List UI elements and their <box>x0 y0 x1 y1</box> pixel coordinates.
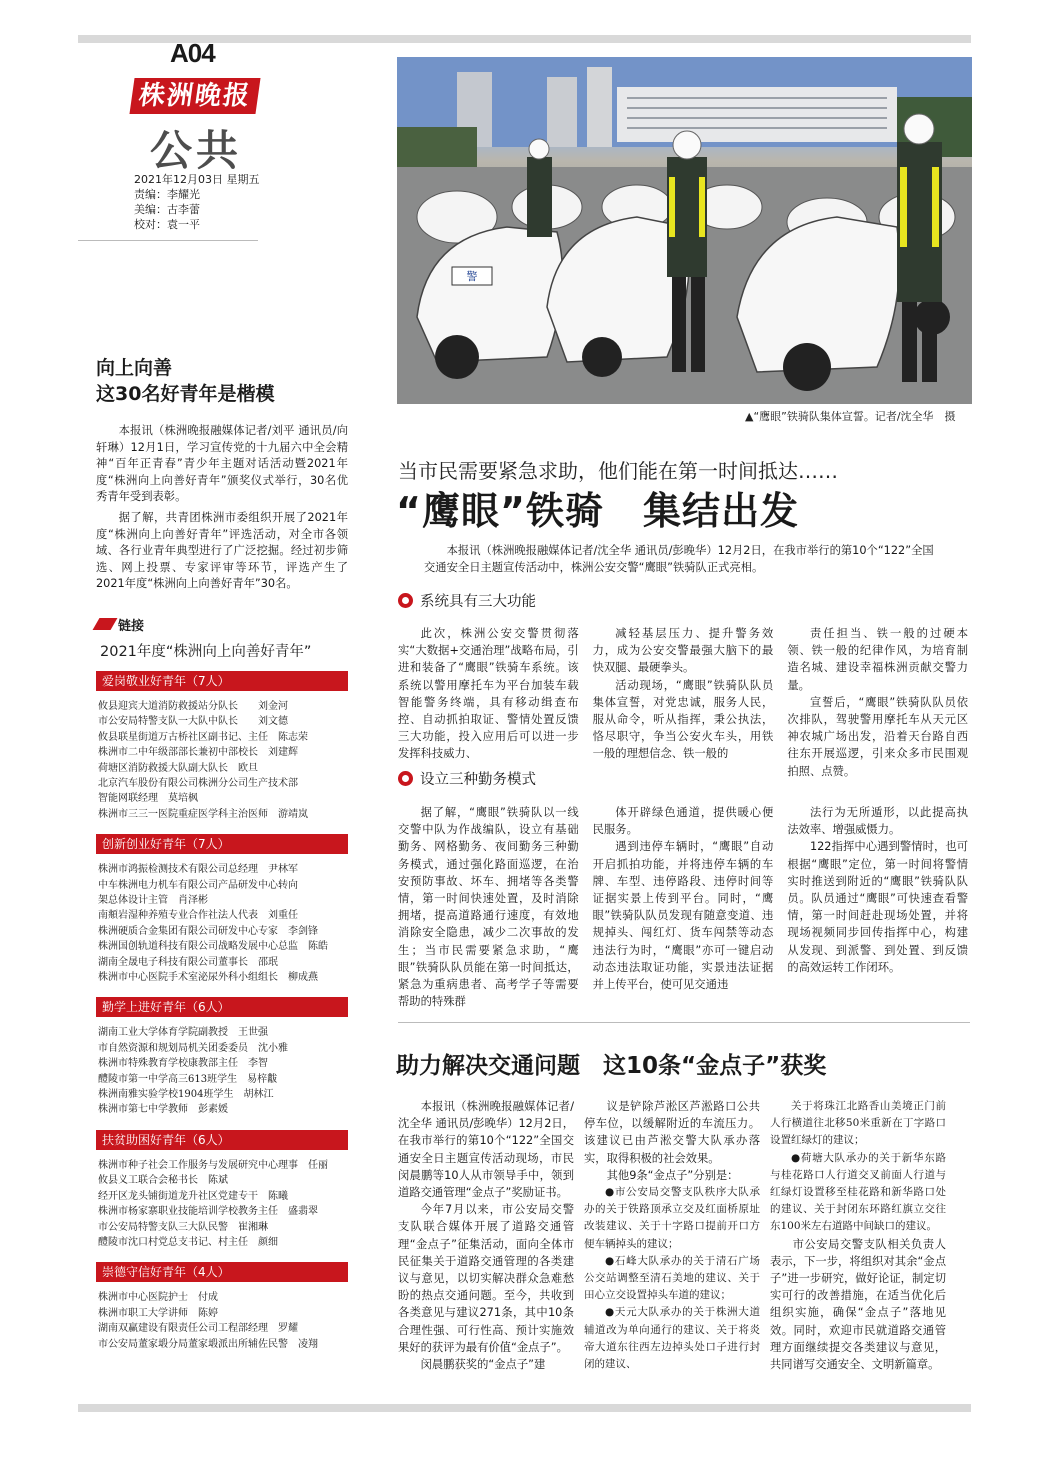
winner-entry: 醴陵市沈口村党总支书记、村主任 颜细 <box>98 1236 278 1248</box>
proposal-item: 关于将珠江北路香山美境正门前人行横道往北移50米重新在丁字路口设置红绿灯的建议； <box>770 1100 946 1147</box>
column <box>584 1098 760 1373</box>
winner-entry: 湖南全晟电子科技有限公司董事长 邵珉 <box>98 956 278 968</box>
winner-entry: 株洲硬质合金集团有限公司研发中心专家 李剑锋 <box>98 925 318 937</box>
paragraph: 法行为无所遁形，以此提高执法效率、增强威慑力。 <box>787 806 969 837</box>
column <box>398 1098 574 1373</box>
masthead-info <box>134 172 260 232</box>
proposal-item: ●荷塘大队承办的关于新华东路与桂花路口人行道交叉前面人行道与红绿灯设置移至桂花路和新华路口处的建议、关于封闭东环路红旗立交往东100米左右道路中间缺口的建议。 <box>770 1151 946 1233</box>
main-photo <box>397 57 972 404</box>
paragraph: 本报讯（株洲晚报融媒体记者/沈全华 通讯员/彭晚华）12月2日，在我市举行的第10个“122”全国交通安全日主题宣传活动现场，市民闵晨鹏等10人从市领导手中，领到道路交通管理“金点子”奖励证书。 <box>398 1100 574 1200</box>
pencil-icon <box>93 618 118 630</box>
paragraph: 减轻基层压力、提升警务效力，成为公安交警最强大脑下的最快双腿、最硬拳头。 <box>592 627 774 675</box>
winner-entry: 株洲市二中年级部部长兼初中部校长 刘建辉 <box>98 747 298 759</box>
page-number: A04 <box>170 38 215 68</box>
bottom-bar <box>78 1404 971 1412</box>
category-header: 创新创业好青年（7人） <box>96 834 348 854</box>
winner-entry: 中车株洲电力机车有限公司产品研发中心转向 <box>98 879 298 891</box>
column <box>398 804 579 1010</box>
winner-entry: 株洲南雅实验学校1904班学生 胡林江 <box>98 1089 274 1101</box>
left-column <box>96 355 348 1352</box>
left-article-body <box>96 423 348 593</box>
link-title: 2021年度“株洲向上向善好青年” <box>100 643 312 660</box>
section-title: 公共 <box>150 126 243 175</box>
winner-list <box>96 1025 348 1117</box>
section2-columns <box>398 804 968 1010</box>
winner-list <box>96 862 348 985</box>
winner-entry: 株洲市特殊教育学校康教部主任 李智 <box>98 1058 268 1070</box>
winner-entry: 市公安局董家塅分局董家塅派出所辅佐民警 凌翔 <box>98 1338 318 1350</box>
winner-entry: 攸县迎宾大道消防救援站分队长 刘金河 <box>98 700 288 712</box>
subhead-label: 设立三种勤务模式 <box>420 772 536 788</box>
category-header: 扶贫助困好青年（6人） <box>96 1130 348 1150</box>
winner-entry: 市公安局特警支队一大队中队长 刘文德 <box>98 716 288 728</box>
category-header: 崇德守信好青年（4人） <box>96 1262 348 1282</box>
winner-entry: 株洲市种子社会工作服务与发展研究中心理事 任丽 <box>98 1159 328 1171</box>
proofreader-credit: 校对：袁一平 <box>134 218 200 231</box>
paragraph: 责任担当、铁一般的过硬本领、铁一般的纪律作风，为培育制造名城、建设幸福株洲贡献交警力量。 <box>787 627 969 692</box>
paragraph: 体开辟绿色通道，提供暖心便民服务。 <box>592 806 774 837</box>
winner-entry: 株洲市鸿振检测技术有限公司总经理 尹林军 <box>98 864 298 876</box>
winner-entry: 经开区龙头铺街道龙升社区党建专干 陈曦 <box>98 1190 288 1202</box>
left-headline <box>96 355 348 407</box>
article2-headline: 助力解决交通问题 这10条“金点子”获奖 <box>396 1053 827 1079</box>
category-header: 勤学上进好青年（6人） <box>96 997 348 1017</box>
paragraph: 议是铲除芦淞区芦淞路口公共停车位，以缓解附近的车流压力。该建议已由芦淞交警大队承办落实，取得积极的社会效果。 <box>584 1100 760 1165</box>
column <box>593 625 774 780</box>
winner-entry: 株洲市中心医院手术室泌尿外科小组组长 柳成燕 <box>98 972 318 984</box>
column <box>770 1098 946 1373</box>
bullet-ring-icon <box>398 771 413 786</box>
article2-columns <box>398 1098 970 1373</box>
link-label: 链接 <box>118 618 145 634</box>
article1-lead: 本报讯（株洲晚报融媒体记者/沈全华 通讯员/彭晚华）12月2日，在我市举行的第10个“122”全国交通安全日主题宣传活动中，株洲公安交警“鹰眼”铁骑队正式亮相。 <box>424 544 934 574</box>
winner-entry: 株洲国创轨道科技有限公司战略发展中心总监 陈皓 <box>98 941 328 953</box>
winner-entry: 攸县联星街道万古桥社区副书记、主任 陈志荣 <box>98 731 308 743</box>
winner-entry: 株洲市杨家寨职业技能培训学校教务主任 盛翡翠 <box>98 1206 318 1218</box>
winner-entry: 市公安局特警支队三大队民警 崔湘琳 <box>98 1221 268 1233</box>
winner-entry: 荷塘区消防救援大队副大队长 欧旦 <box>98 762 258 774</box>
winner-categories <box>96 671 348 1352</box>
subhead-three-functions <box>398 590 536 611</box>
winner-entry: 智能网联经理 莫培枫 <box>98 793 198 805</box>
paragraph: 此次，株洲公安交警贯彻落实“大数据+交通治理”战略布局，引进和装备了“鹰眼”铁骑车系统。该系统以警用摩托车为平台加装车载智能警务终端，具有移动缉查布控、自动抓拍取证、警情处置反馈三大功能，投入应用后可以进一步发挥科技威力、 <box>398 627 579 761</box>
headline-line-2: 这30名好青年是楷模 <box>96 383 275 405</box>
subhead-label: 系统具有三大功能 <box>420 594 536 610</box>
proposal-item: ●市公安局交警支队秩序大队承办的关于铁路顶承立交及红面桥原址改装建议、关于十字路口提前开口方便车辆掉头的建议； <box>584 1186 760 1250</box>
column <box>398 625 579 780</box>
paragraph: 宣誓后，“鹰眼”铁骑队队员依次排队，驾驶警用摩托车从天元区神农城广场出发，沿着天台路自西往东开展巡逻，引来众多市民围观拍照、点赞。 <box>787 695 969 778</box>
winner-list <box>96 699 348 822</box>
bullet-ring-icon <box>398 593 413 608</box>
designer-credit: 美编：古李蕾 <box>134 203 200 216</box>
issue-date: 2021年12月03日 星期五 <box>134 173 260 186</box>
photo-caption: ▲“鹰眼”铁骑队集体宣誓。记者/沈全华 摄 <box>745 410 956 423</box>
paragraph: 活动现场，“鹰眼”铁骑队队员集体宣誓，对党忠诚，服务人民，服从命令，听从指挥，秉公执法，恪尽职守，争当公安火车头，用铁一般的理想信念、铁一般的 <box>592 678 774 761</box>
paragraph: 遇到违停车辆时，“鹰眼”自动开启抓拍功能，并将违停车辆的车牌、车型、违停路段、违停时间等证据实景上传到平台。同时，“鹰眼”铁骑队队员发现有随意变道、违规掉头、闯红灯、货车闯禁等动态违法行为时，“鹰眼”亦可一键启动动态违法取证功能，实景违法证据并上传平台，使可见交通违 <box>592 840 774 992</box>
winner-entry: 株洲市中心医院护士 付成 <box>98 1292 218 1304</box>
editor-credit: 责编：李耀光 <box>134 188 200 201</box>
winner-entry: 市自然资源和规划局机关团委委员 沈小雅 <box>98 1042 288 1054</box>
link-tag <box>96 615 348 634</box>
winner-entry: 湖南双赢建设有限责任公司工程部经理 罗耀 <box>98 1323 298 1335</box>
paragraph: 据了解，“鹰眼”铁骑队以一线交警中队为作战编队，设立有基础勤务、网格勤务、夜间勤务三种勤务模式，通过强化路面巡逻，在治安预防事故、坏车、拥堵等各类警情，第一时间快速处置，及时消除拥堵，提高道路通行速度，有效地消除安全隐患，减少二次事故的发生；当市民需要紧急求助，“鹰眼”铁骑队队员能在第一时间抵达，紧急为重病患者、高考学子等需要帮助的特殊群 <box>398 806 579 1009</box>
article1-kicker: 当市民需要紧急求助，他们能在第一时间抵达…… <box>398 459 838 483</box>
category-header: 爱岗敬业好青年（7人） <box>96 671 348 691</box>
divider <box>78 240 258 241</box>
winner-entry: 株洲市职工大学讲师 陈婷 <box>98 1307 218 1319</box>
winner-list <box>96 1290 348 1352</box>
winner-entry: 南頫岩湿种养殖专业合作社法人代表 刘重任 <box>98 910 298 922</box>
column <box>787 804 968 1010</box>
winner-entry: 湖南工业大学体育学院副教授 王世强 <box>98 1027 268 1039</box>
paragraph: 据了解，共青团株洲市委组织开展了2021年度“株洲向上向善好青年”评选活动，对全市各领域、各行业青年典型进行了广泛挖掘。经过初步筛选、网上投票、专家评审等环节，评选产生了2021年度“株洲向上向善好青年”30名。 <box>96 510 348 591</box>
proposal-item: ●石峰大队承办的关于清石广场公交站调整至清石美地的建议、关于田心立交设置掉头车道的建议； <box>584 1254 760 1302</box>
winner-list <box>96 1158 348 1250</box>
plate-text: 警 <box>466 270 478 283</box>
column <box>787 625 968 780</box>
paragraph: 其他9条“金点子”分别是： <box>606 1168 739 1182</box>
paragraph: 闵晨鹏获奖的“金点子”建 <box>420 1358 546 1372</box>
paragraph: 本报讯（株洲晚报融媒体记者/刘平 通讯员/向轩琳）12月1日，学习宣传党的十九届六中全会精神“百年正青春”青少年主题对话活动暨2021年度“株洲向上向善好青年”颁奖仪式举行，30名优秀青年受到表彰。 <box>96 424 348 504</box>
paragraph: 122指挥中心遇到警情时，也可根据“鹰眼”定位，第一时间将警情实时推送到附近的“鹰眼”铁骑队队员。队员通过“鹰眼”可快速查看警情，第一时间赶赴现场处置，并将现场视频同步回传指挥中心，构建从发现、到派警、到处置、到反馈的高效运转工作闭环。 <box>787 840 969 974</box>
winner-entry: 北京汽车股份有限公司株洲分公司生产技术部 <box>98 777 298 789</box>
newspaper-logo: 株洲晚报 <box>129 78 260 114</box>
proposal-item: ●天元大队承办的关于株洲大道辅道改为单向通行的建议、关于将炎帝大道东往西左边掉头处口子进行封闭的建议、 <box>584 1306 760 1371</box>
winner-entry: 株洲市三三一医院重症医学科主治医师 游靖岚 <box>98 808 308 820</box>
subhead-three-modes <box>398 768 536 789</box>
section1-columns <box>398 625 968 780</box>
divider <box>398 1022 970 1023</box>
paragraph: 今年7月以来，市公安局交警支队联合媒体开展了道路交通管理“金点子”征集活动，面向全体市民征集关于道路交通管理的各类建议与意见，以切实解决群众急难愁盼的热点交通问题。至今，共收到各类意见与建议271条，其中10条合理性强、可行性高、预计实施效果好的获评为最有价值“金点子”。 <box>398 1203 574 1354</box>
article1-headline: “鹰眼”铁骑 集结出发 <box>396 489 799 533</box>
winner-entry: 攸县义工联合会秘书长 陈斌 <box>98 1175 228 1187</box>
winner-entry: 株洲市第七中学教师 彭素媛 <box>98 1104 228 1116</box>
headline-line-1: 向上向善 <box>96 357 173 379</box>
photo-illustration <box>397 57 972 404</box>
winner-entry: 架总体设计主管 肖泽彬 <box>98 895 208 906</box>
paragraph: 市公安局交警支队相关负责人表示，下一步，将组织对其余“金点子”进一步研究，做好论证，制定切实可行的改善措施，在适当优化后组织实施，确保“金点子”落地见效。同时，欢迎市民就道路交通管理方面继续提交各类建议与意见，共同谱写交通安全、文明新篇章。 <box>770 1237 946 1372</box>
winner-entry: 醴陵市第一中学高三613班学生 易梓黻 <box>98 1073 278 1085</box>
column <box>593 804 774 1010</box>
